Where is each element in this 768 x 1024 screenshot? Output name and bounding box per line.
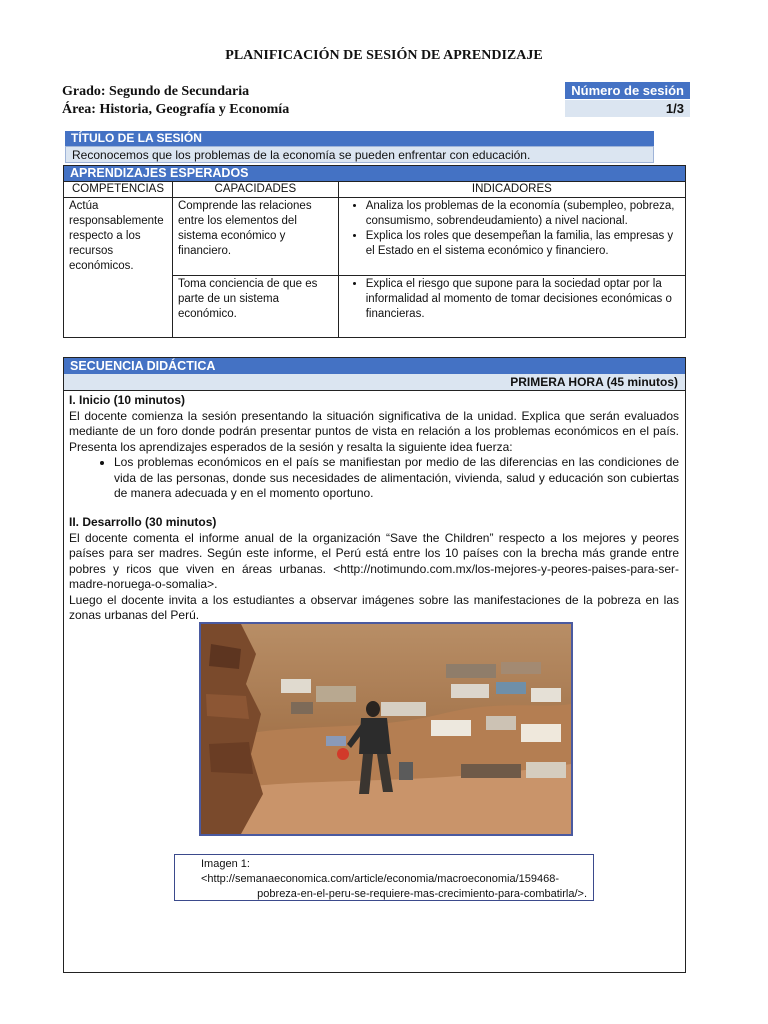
inicio-text: El docente comienza la sesión presentando la situación significativa de la unidad. Explica que serán evaluados mediante de un foro donde podrán presentar puntos de vista en relación a los problemas económicos en el país. Presenta los aprendizajes esperados de la sesión y resalta la siguiente idea fuerza: bbox=[69, 408, 679, 454]
caption-line-1: Imagen 1: <http://semanaeconomica.com/article/economia/macroeconomia/159468- bbox=[201, 858, 559, 885]
hillside-image bbox=[201, 624, 571, 834]
column-header-capacidades: CAPACIDADES bbox=[172, 182, 338, 198]
column-header-indicadores: INDICADORES bbox=[338, 182, 685, 198]
capacidad-cell: Toma conciencia de que es parte de un sistema económico. bbox=[172, 276, 338, 338]
grade-label: Grado: Segundo de Secundaria bbox=[62, 84, 250, 99]
image-caption bbox=[174, 854, 594, 901]
session-number-label: Número de sesión bbox=[565, 82, 690, 99]
document-title: PLANIFICACIÓN DE SESIÓN DE APRENDIZAJE bbox=[225, 48, 543, 63]
indicator-item: • Explica el riesgo que supone para la sociedad optar por la informalidad al momento de tomar decisiones económicas o financieras. bbox=[366, 277, 680, 322]
caption-line-2: pobreza-en-el-peru-se-requiere-mas-crecimiento-para-combatirla/>. bbox=[257, 888, 587, 900]
first-hour-label: PRIMERA HORA (45 minutos) bbox=[64, 374, 685, 391]
key-idea-bullet: • Los problemas económicos en el país se manifiestan por medio de las diferencias en las condiciones de vida de las personas, donde sus necesidades de alimentación, vivienda, salud y educación son cubiertas de manera adecuada y en el momento oportuno. bbox=[114, 455, 679, 502]
inicio-section bbox=[69, 393, 679, 502]
learning-outcomes-heading: APRENDIZAJES ESPERADOS bbox=[64, 166, 686, 182]
desarrollo-text-2: Luego el docente invita a los estudiantes a observar imágenes sobre las manifestaciones de la pobreza en las zonas urbanas del Perú. bbox=[69, 592, 679, 622]
session-title-heading: TÍTULO DE LA SESIÓN bbox=[65, 131, 654, 146]
capacidad-cell: Comprende las relaciones entre los elementos del sistema económico y financiero. bbox=[172, 198, 338, 276]
learning-outcomes-table bbox=[63, 165, 686, 338]
indicator-item: • Analiza los problemas de la economía (subempleo, pobreza, consumismo, sobrendeudamiento) a nivel nacional. bbox=[366, 199, 680, 229]
poverty-photo bbox=[199, 622, 573, 836]
didactic-sequence-heading: SECUENCIA DIDÁCTICA bbox=[64, 358, 685, 374]
area-label: Área: Historia, Geografía y Economía bbox=[62, 102, 290, 117]
session-title-text: Reconocemos que los problemas de la economía se pueden enfrentar con educación. bbox=[65, 146, 654, 163]
session-number-value: 1/3 bbox=[565, 100, 690, 117]
indicator-item: • Explica los roles que desempeñan la familia, las empresas y el Estado en el sistema económico y financiero. bbox=[366, 229, 680, 259]
competencia-cell: Actúa responsablemente respecto a los recursos económicos. bbox=[64, 198, 173, 338]
inicio-heading: I. Inicio (10 minutos) bbox=[69, 393, 186, 407]
column-header-competencias: COMPETENCIAS bbox=[64, 182, 173, 198]
desarrollo-heading: II. Desarrollo (30 minutos) bbox=[69, 515, 217, 529]
desarrollo-section bbox=[69, 515, 679, 624]
indicadores-cell bbox=[338, 198, 685, 276]
indicadores-cell bbox=[338, 276, 685, 338]
desarrollo-text: El docente comenta el informe anual de la organización “Save the Children” respecto a los mejores y peores países para ser madres. Según este informe, el Perú está entre los 10 países con la brecha más grande entre pobres y ricos que viven en áreas urbanas. <http://notimundo.com.mx/los-mejores-y-peores-paises-para-ser-madre-noruega-o-somalia>. bbox=[69, 530, 679, 591]
